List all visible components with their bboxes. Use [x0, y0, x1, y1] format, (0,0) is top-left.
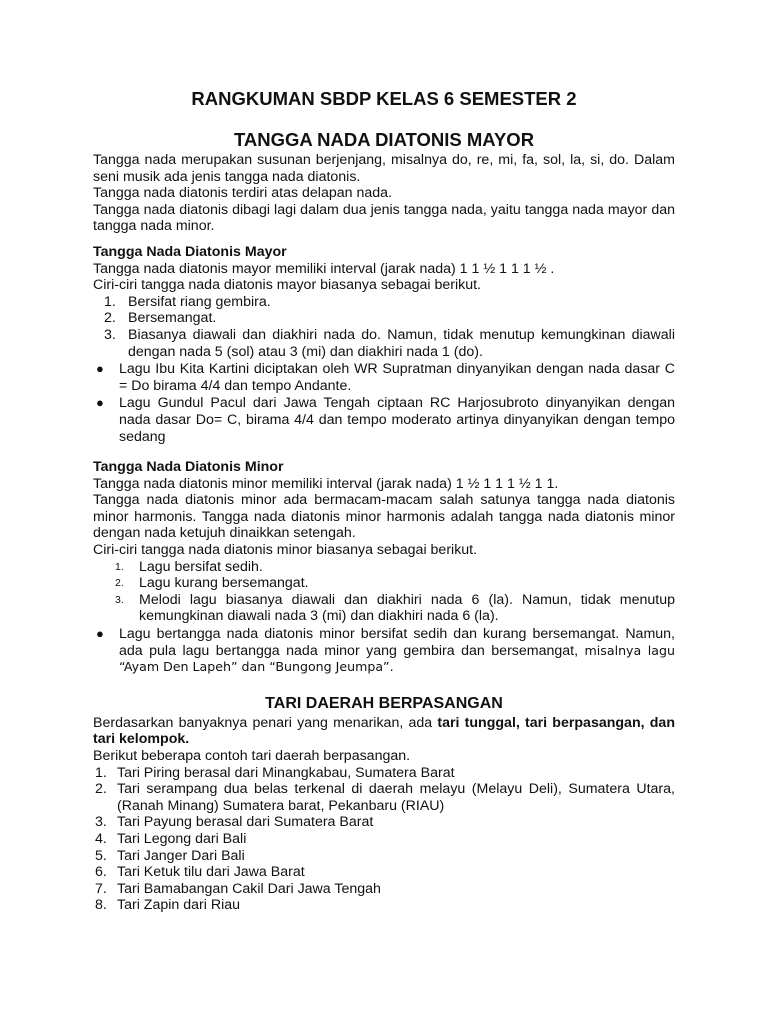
bullet-icon: ● [96, 626, 104, 642]
minor-description: Tangga nada diatonis minor ada bermacam-macam salah satunya tangga nada diatonis minor harmonis. Tangga nada diatonis minor harmonis adalah tangga nada diatonis minor dengan nada ketujuh dinaikkan setengah. [93, 492, 675, 542]
list-item-text: Lagu Ibu Kita Kartini diciptakan oleh WR Supratman dinyanyikan dengan nada dasar C = Do birama 4/4 dan tempo Andante. [119, 361, 675, 394]
list-item [93, 592, 675, 625]
list-item [93, 575, 675, 592]
document-page [93, 88, 675, 914]
list-item [93, 831, 675, 848]
list-item-text: Tari serampang dua belas terkenal di daerah melayu (Melayu Deli), Sumatera Utara, (Ranah Minang) Sumatera barat, Pekanbaru (RIAU) [117, 781, 675, 814]
list-item [93, 395, 675, 445]
mayor-ciri-line: Ciri-ciri tangga nada diatonis mayor biasanya sebagai berikut. [93, 277, 482, 294]
bullet-icon: ● [96, 395, 104, 411]
tari-intro-bold: tari tunggal, tari berpasangan, dan tari kelompok. [93, 714, 675, 748]
mayor-characteristics-list [93, 294, 675, 360]
list-item [93, 781, 675, 814]
list-number: 1. [115, 560, 124, 573]
mayor-interval-line: Tangga nada diatonis mayor memiliki interval (jarak nada) 1 1 ½ 1 1 1 ½ . [93, 260, 555, 277]
tari-list [93, 765, 675, 914]
list-item-text: Tari Legong dari Bali [117, 830, 247, 847]
section-heading-tari: TARI DAERAH BERPASANGAN [265, 694, 503, 712]
list-item-text: Lagu Gundul Pacul dari Jawa Tengah ciptaan RC Harjosubroto dinyanyikan dengan nada dasar Do= C, birama 4/4 dan tempo moderato artinya dinyanyikan dengan tempo sedang [119, 395, 675, 445]
minor-examples-list [93, 626, 675, 676]
subheading-mayor: Tangga Nada Diatonis Mayor [93, 243, 287, 260]
intro-paragraph-2: Tangga nada diatonis terdiri atas delapan nada. [93, 185, 392, 202]
list-item-text: Tari Janger Dari Bali [117, 847, 245, 864]
list-number: 2. [115, 577, 124, 590]
subheading-minor: Tangga Nada Diatonis Minor [93, 459, 284, 476]
list-number: 5. [95, 847, 107, 864]
minor-interval-line: Tangga nada diatonis minor memiliki interval (jarak nada) 1 ½ 1 1 1 ½ 1 1. [93, 475, 559, 492]
tari-intro-plain: Berdasarkan banyaknya penari yang menarikan, ada [93, 714, 433, 731]
list-item [93, 361, 675, 394]
list-item-text: Tari Zapin dari Riau [117, 897, 241, 914]
list-item [93, 814, 675, 831]
list-number: 6. [95, 864, 107, 881]
list-number: 4. [95, 830, 107, 847]
list-item-text-tail: misalnya lagu “Ayam Den Lapeh” dan “Bungong Jeumpa”. [119, 642, 675, 675]
list-item-text: Tari Piring berasal dari Minangkabau, Sumatera Barat [117, 764, 455, 781]
tari-lead: Berikut beberapa contoh tari daerah berpasangan. [93, 748, 411, 764]
list-number: 1. [95, 764, 107, 781]
list-number: 2. [95, 781, 107, 798]
list-item [93, 559, 675, 576]
bullet-icon: ● [96, 361, 104, 377]
tari-intro [93, 715, 675, 748]
list-number: 1. [104, 293, 116, 310]
list-item-text: Lagu kurang bersemangat. [139, 575, 309, 592]
minor-ciri-line: Ciri-ciri tangga nada diatonis minor biasanya sebagai berikut. [93, 542, 478, 559]
list-item-text: Melodi lagu biasanya diawali dan diakhiri nada 6 (la). Namun, tidak menutup kemungkinan diawali nada 3 (mi) dan diakhiri nada 6 (la). [139, 591, 675, 625]
list-number: 3. [95, 814, 107, 831]
list-item-text: Bersemangat. [128, 310, 217, 327]
list-item [93, 765, 675, 782]
list-number: 8. [95, 897, 107, 914]
list-item-text: Tari Payung berasal dari Sumatera Barat [117, 814, 374, 831]
list-item-text: Biasanya diawali dan diakhiri nada do. Namun, tidak menutup kemungkinan diawali dengan nada 5 (sol) atau 3 (mi) dan diakhiri nada 1 (do). [128, 326, 675, 360]
list-item [93, 848, 675, 865]
document-title: RANGKUMAN SBDP KELAS 6 SEMESTER 2 [191, 88, 577, 109]
list-item [93, 310, 675, 327]
list-item [93, 864, 675, 881]
list-item [93, 294, 675, 311]
list-item [93, 327, 675, 360]
list-item-text: Lagu bertangga nada diatonis minor bersifat sedih dan kurang bersemangat. Namun, ada pula lagu bertangga nada minor yang gembira dan bersemangat, [119, 626, 675, 659]
intro-paragraph-3: Tangga nada diatonis dibagi lagi dalam dua jenis tangga nada, yaitu tangga nada mayor dan tangga nada minor. [93, 201, 675, 235]
section-heading-diatonis-mayor: TANGGA NADA DIATONIS MAYOR [233, 129, 535, 150]
list-item-text: Lagu bersifat sedih. [139, 558, 263, 575]
list-item-text: Tari Ketuk tilu dari Jawa Barat [117, 864, 305, 881]
list-item [93, 881, 675, 898]
list-number: 7. [95, 880, 107, 897]
list-item-text: Tari Bamabangan Cakil Dari Jawa Tengah [117, 880, 381, 897]
list-item [93, 626, 675, 676]
list-number: 2. [104, 310, 116, 327]
mayor-examples-list [93, 361, 675, 445]
minor-characteristics-list [93, 559, 675, 625]
intro-paragraph-1: Tangga nada merupakan susunan berjenjang, misalnya do, re, mi, fa, sol, la, si, do. Dalam seni musik ada jenis tangga nada diatonis. [93, 152, 675, 185]
list-number: 3. [115, 593, 124, 606]
list-item [93, 897, 675, 914]
list-number: 3. [104, 326, 116, 343]
list-item-text: Bersifat riang gembira. [128, 293, 271, 310]
